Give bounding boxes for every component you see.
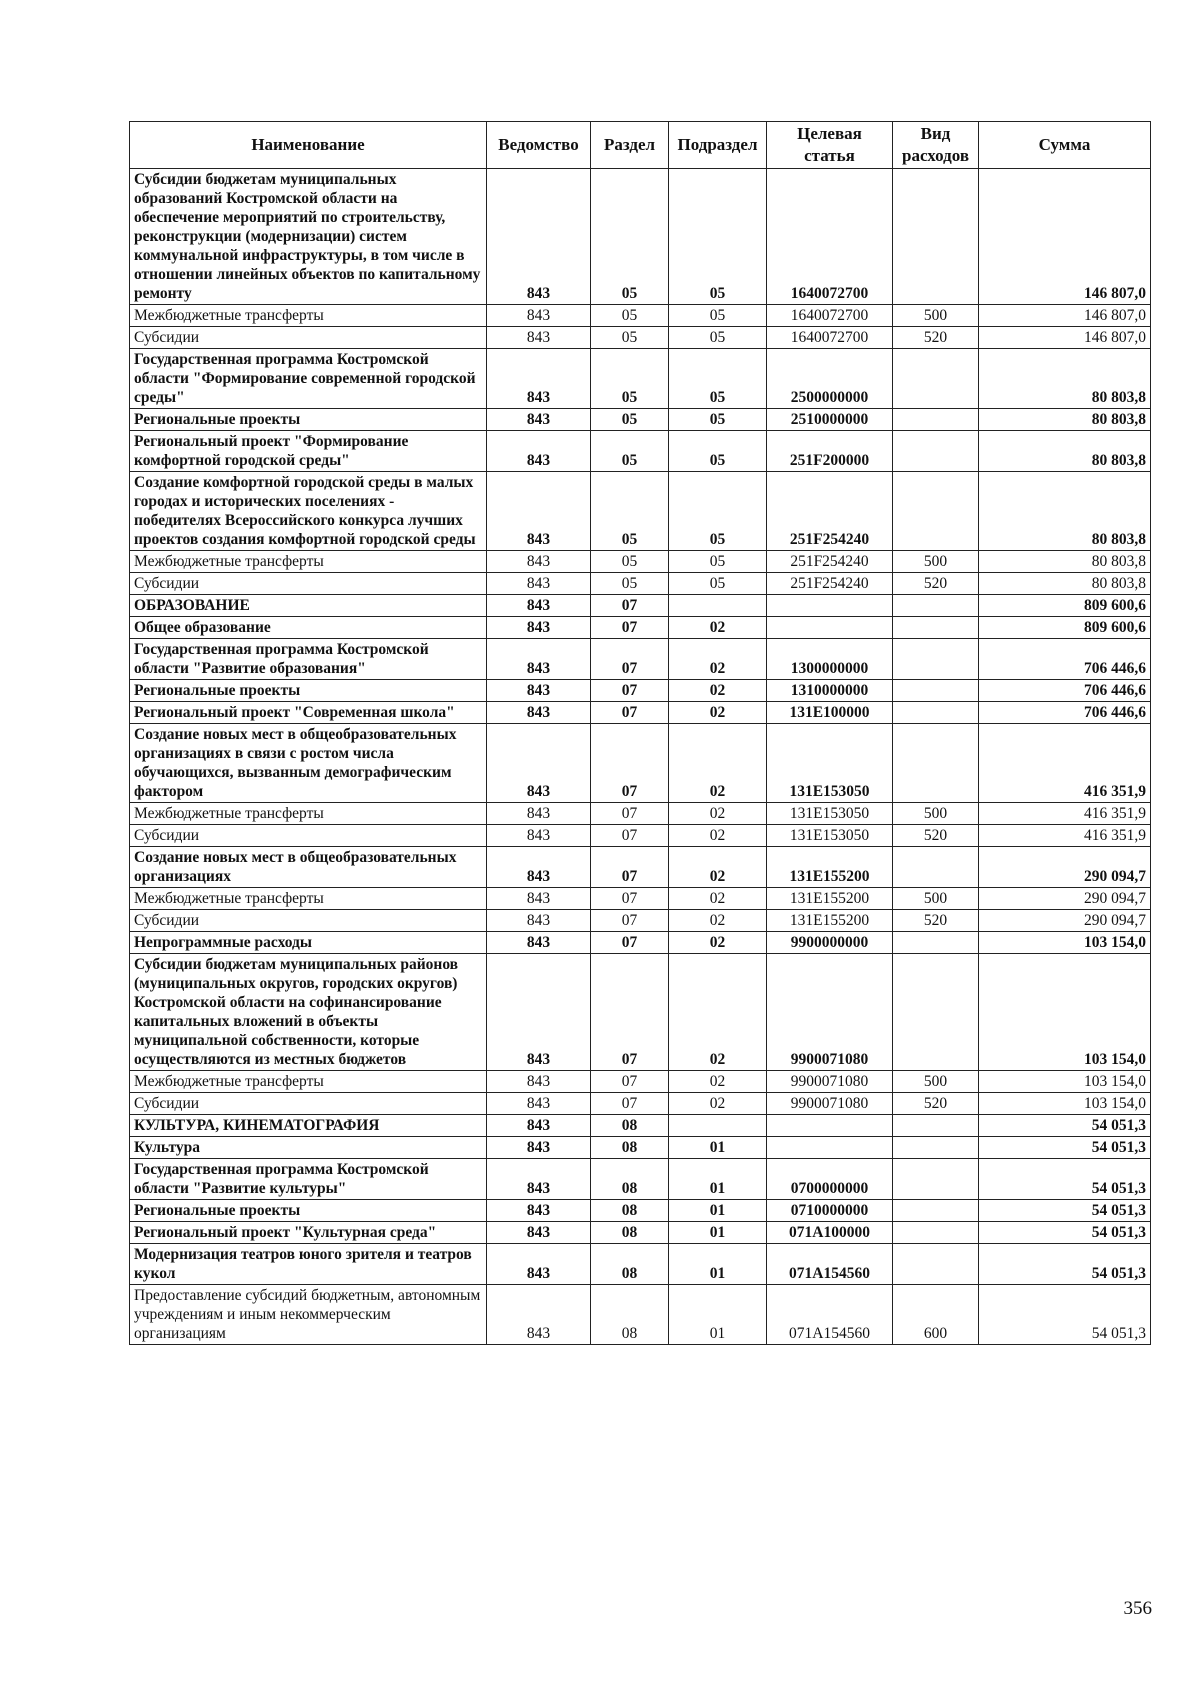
cell-summa: 146 807,0: [979, 327, 1151, 349]
table-row: [130, 803, 1151, 825]
cell-razdel: 05: [591, 349, 669, 409]
table-row: [130, 888, 1151, 910]
cell-name: Модернизация театров юного зрителя и театров кукол: [130, 1244, 487, 1285]
cell-name: Региональный проект "Культурная среда": [130, 1222, 487, 1244]
cell-vid-rashodov: 500: [893, 305, 979, 327]
cell-podrazdel: 05: [669, 431, 767, 472]
cell-podrazdel: 05: [669, 169, 767, 305]
cell-razdel: 07: [591, 595, 669, 617]
cell-celevaya-statya: 9900071080: [767, 1071, 893, 1093]
cell-podrazdel: 02: [669, 932, 767, 954]
cell-name: Государственная программа Костромской области "Формирование современной городской среды": [130, 349, 487, 409]
cell-summa: 80 803,8: [979, 573, 1151, 595]
cell-summa: 706 446,6: [979, 680, 1151, 702]
cell-celevaya-statya: 1300000000: [767, 639, 893, 680]
cell-vid-rashodov: [893, 1115, 979, 1137]
cell-vid-rashodov: 520: [893, 910, 979, 932]
cell-podrazdel: 05: [669, 305, 767, 327]
cell-vedomstvo: 843: [487, 327, 591, 349]
cell-vid-rashodov: 500: [893, 1071, 979, 1093]
cell-vid-rashodov: [893, 1222, 979, 1244]
cell-vedomstvo: 843: [487, 680, 591, 702]
cell-vedomstvo: 843: [487, 551, 591, 573]
table-row: [130, 1244, 1151, 1285]
budget-table: [129, 121, 1151, 1345]
cell-podrazdel: 05: [669, 327, 767, 349]
cell-name: Создание новых мест в общеобразовательных организациях: [130, 847, 487, 888]
page-number: 356: [1123, 1598, 1152, 1619]
cell-vedomstvo: 843: [487, 639, 591, 680]
table-row: [130, 327, 1151, 349]
cell-vid-rashodov: [893, 1200, 979, 1222]
cell-vid-rashodov: [893, 932, 979, 954]
cell-podrazdel: 05: [669, 349, 767, 409]
cell-name: Субсидии: [130, 910, 487, 932]
cell-podrazdel: 02: [669, 1071, 767, 1093]
table-row: [130, 1222, 1151, 1244]
cell-celevaya-statya: 1640072700: [767, 327, 893, 349]
cell-vedomstvo: 843: [487, 1159, 591, 1200]
cell-vedomstvo: 843: [487, 617, 591, 639]
cell-summa: 54 051,3: [979, 1115, 1151, 1137]
table-row: [130, 472, 1151, 551]
cell-vedomstvo: 843: [487, 954, 591, 1071]
table-row: [130, 1137, 1151, 1159]
cell-celevaya-statya: 0700000000: [767, 1159, 893, 1200]
cell-vedomstvo: 843: [487, 349, 591, 409]
cell-vedomstvo: 843: [487, 1200, 591, 1222]
cell-vid-rashodov: 520: [893, 327, 979, 349]
cell-summa: 80 803,8: [979, 551, 1151, 573]
table-row: [130, 825, 1151, 847]
cell-name: Региональный проект "Формирование комфортной городской среды": [130, 431, 487, 472]
cell-celevaya-statya: 1640072700: [767, 169, 893, 305]
cell-summa: 54 051,3: [979, 1285, 1151, 1345]
cell-razdel: 08: [591, 1159, 669, 1200]
cell-vid-rashodov: 500: [893, 888, 979, 910]
cell-celevaya-statya: 251F254240: [767, 472, 893, 551]
cell-name: Государственная программа Костромской области "Развитие образования": [130, 639, 487, 680]
cell-podrazdel: 01: [669, 1244, 767, 1285]
cell-vedomstvo: 843: [487, 1222, 591, 1244]
cell-celevaya-statya: 9900000000: [767, 932, 893, 954]
cell-razdel: 05: [591, 573, 669, 595]
cell-summa: 103 154,0: [979, 954, 1151, 1071]
cell-razdel: 07: [591, 1071, 669, 1093]
cell-summa: 80 803,8: [979, 409, 1151, 431]
table-row: [130, 932, 1151, 954]
table-row: [130, 349, 1151, 409]
cell-summa: 416 351,9: [979, 724, 1151, 803]
cell-vedomstvo: 843: [487, 1093, 591, 1115]
cell-vedomstvo: 843: [487, 169, 591, 305]
cell-name: Межбюджетные трансферты: [130, 1071, 487, 1093]
cell-vedomstvo: 843: [487, 847, 591, 888]
cell-podrazdel: 01: [669, 1159, 767, 1200]
cell-podrazdel: [669, 595, 767, 617]
cell-name: Субсидии: [130, 825, 487, 847]
cell-name: Региональные проекты: [130, 409, 487, 431]
cell-summa: 290 094,7: [979, 910, 1151, 932]
cell-podrazdel: 02: [669, 702, 767, 724]
cell-vid-rashodov: 500: [893, 803, 979, 825]
cell-razdel: 07: [591, 910, 669, 932]
cell-celevaya-statya: 131E155200: [767, 888, 893, 910]
cell-summa: 706 446,6: [979, 702, 1151, 724]
cell-vid-rashodov: [893, 724, 979, 803]
cell-name: Субсидии бюджетам муниципальных образований Костромской области на обеспечение мероприятий по строительству, реконструкции (модернизации) систем коммунальной инфраструктуры, в том числе в отношении линейных объектов по капитальному ремонту: [130, 169, 487, 305]
cell-razdel: 05: [591, 169, 669, 305]
cell-podrazdel: 05: [669, 573, 767, 595]
cell-vedomstvo: 843: [487, 1115, 591, 1137]
table-row: [130, 1093, 1151, 1115]
cell-vid-rashodov: 600: [893, 1285, 979, 1345]
cell-podrazdel: 02: [669, 803, 767, 825]
cell-razdel: 08: [591, 1244, 669, 1285]
cell-vid-rashodov: [893, 1137, 979, 1159]
cell-razdel: 07: [591, 702, 669, 724]
cell-vedomstvo: 843: [487, 472, 591, 551]
cell-summa: 54 051,3: [979, 1137, 1151, 1159]
cell-podrazdel: 02: [669, 617, 767, 639]
cell-summa: 54 051,3: [979, 1222, 1151, 1244]
cell-vid-rashodov: 500: [893, 551, 979, 573]
cell-celevaya-statya: [767, 1137, 893, 1159]
table-row: [130, 1071, 1151, 1093]
cell-celevaya-statya: 071A154560: [767, 1285, 893, 1345]
cell-podrazdel: 05: [669, 472, 767, 551]
table-row: [130, 409, 1151, 431]
cell-celevaya-statya: 2510000000: [767, 409, 893, 431]
cell-vid-rashodov: 520: [893, 1093, 979, 1115]
table-row: [130, 1285, 1151, 1345]
cell-vedomstvo: 843: [487, 1285, 591, 1345]
cell-vedomstvo: 843: [487, 803, 591, 825]
cell-vid-rashodov: 520: [893, 573, 979, 595]
cell-vid-rashodov: [893, 954, 979, 1071]
cell-celevaya-statya: 131E153050: [767, 803, 893, 825]
cell-podrazdel: 02: [669, 639, 767, 680]
cell-vid-rashodov: [893, 472, 979, 551]
cell-summa: 103 154,0: [979, 932, 1151, 954]
cell-vedomstvo: 843: [487, 1137, 591, 1159]
table-row: [130, 169, 1151, 305]
cell-razdel: 05: [591, 327, 669, 349]
cell-vid-rashodov: [893, 409, 979, 431]
cell-vid-rashodov: [893, 349, 979, 409]
cell-name: Межбюджетные трансферты: [130, 551, 487, 573]
cell-summa: 54 051,3: [979, 1159, 1151, 1200]
cell-summa: 80 803,8: [979, 349, 1151, 409]
cell-podrazdel: 01: [669, 1137, 767, 1159]
cell-celevaya-statya: [767, 595, 893, 617]
cell-name: Государственная программа Костромской области "Развитие культуры": [130, 1159, 487, 1200]
cell-razdel: 07: [591, 932, 669, 954]
cell-podrazdel: 01: [669, 1285, 767, 1345]
cell-summa: 809 600,6: [979, 617, 1151, 639]
cell-name: Субсидии: [130, 573, 487, 595]
cell-name: Региональный проект "Современная школа": [130, 702, 487, 724]
cell-podrazdel: 02: [669, 888, 767, 910]
cell-summa: 706 446,6: [979, 639, 1151, 680]
cell-summa: 103 154,0: [979, 1071, 1151, 1093]
cell-vid-rashodov: [893, 847, 979, 888]
cell-name: Субсидии: [130, 1093, 487, 1115]
cell-razdel: 05: [591, 551, 669, 573]
cell-celevaya-statya: 071A154560: [767, 1244, 893, 1285]
cell-razdel: 07: [591, 803, 669, 825]
cell-celevaya-statya: 251F200000: [767, 431, 893, 472]
cell-podrazdel: 01: [669, 1222, 767, 1244]
cell-podrazdel: 02: [669, 680, 767, 702]
header-summa: Сумма: [979, 122, 1151, 169]
cell-celevaya-statya: 131E153050: [767, 724, 893, 803]
table-header-row: [130, 122, 1151, 169]
cell-razdel: 08: [591, 1137, 669, 1159]
table-row: [130, 431, 1151, 472]
cell-celevaya-statya: [767, 617, 893, 639]
cell-summa: 54 051,3: [979, 1244, 1151, 1285]
cell-vedomstvo: 843: [487, 910, 591, 932]
cell-vid-rashodov: 520: [893, 825, 979, 847]
cell-summa: 54 051,3: [979, 1200, 1151, 1222]
cell-vid-rashodov: [893, 1244, 979, 1285]
cell-name: Субсидии бюджетам муниципальных районов (муниципальных округов, городских округов) Костромской области на софинансирование капитальных вложений в объекты муниципальной собственности, которые осуществляются из местных бюджетов: [130, 954, 487, 1071]
cell-name: Непрограммные расходы: [130, 932, 487, 954]
cell-celevaya-statya: 9900071080: [767, 1093, 893, 1115]
cell-vid-rashodov: [893, 595, 979, 617]
cell-name: ОБРАЗОВАНИЕ: [130, 595, 487, 617]
cell-podrazdel: 02: [669, 724, 767, 803]
cell-vedomstvo: 843: [487, 825, 591, 847]
cell-podrazdel: 02: [669, 847, 767, 888]
cell-razdel: 05: [591, 305, 669, 327]
cell-podrazdel: 02: [669, 954, 767, 1071]
cell-summa: 416 351,9: [979, 803, 1151, 825]
header-celevaya-statya: Целевая статья: [767, 122, 893, 169]
cell-celevaya-statya: 1310000000: [767, 680, 893, 702]
cell-razdel: 05: [591, 431, 669, 472]
header-razdel: Раздел: [591, 122, 669, 169]
cell-celevaya-statya: 131E100000: [767, 702, 893, 724]
table-row: [130, 551, 1151, 573]
cell-celevaya-statya: 1640072700: [767, 305, 893, 327]
cell-name: Региональные проекты: [130, 680, 487, 702]
table-row: [130, 724, 1151, 803]
cell-podrazdel: 01: [669, 1200, 767, 1222]
cell-summa: 416 351,9: [979, 825, 1151, 847]
cell-podrazdel: 05: [669, 409, 767, 431]
cell-vedomstvo: 843: [487, 573, 591, 595]
cell-razdel: 08: [591, 1115, 669, 1137]
cell-celevaya-statya: 131E153050: [767, 825, 893, 847]
cell-celevaya-statya: 251F254240: [767, 573, 893, 595]
table-body: [130, 169, 1151, 1345]
cell-celevaya-statya: 131E155200: [767, 847, 893, 888]
header-vid-rashodov: Вид расходов: [893, 122, 979, 169]
table-row: [130, 305, 1151, 327]
cell-celevaya-statya: 071A100000: [767, 1222, 893, 1244]
cell-summa: 80 803,8: [979, 472, 1151, 551]
cell-razdel: 08: [591, 1200, 669, 1222]
table-row: [130, 702, 1151, 724]
cell-vid-rashodov: [893, 431, 979, 472]
table-row: [130, 1159, 1151, 1200]
cell-name: Межбюджетные трансферты: [130, 803, 487, 825]
cell-razdel: 08: [591, 1222, 669, 1244]
cell-vedomstvo: 843: [487, 702, 591, 724]
cell-razdel: 07: [591, 680, 669, 702]
cell-name: Межбюджетные трансферты: [130, 305, 487, 327]
table-row: [130, 680, 1151, 702]
cell-podrazdel: 05: [669, 551, 767, 573]
cell-celevaya-statya: [767, 1115, 893, 1137]
cell-celevaya-statya: 251F254240: [767, 551, 893, 573]
cell-vid-rashodov: [893, 617, 979, 639]
table-row: [130, 847, 1151, 888]
cell-vedomstvo: 843: [487, 888, 591, 910]
table-row: [130, 595, 1151, 617]
cell-celevaya-statya: 0710000000: [767, 1200, 893, 1222]
cell-summa: 290 094,7: [979, 888, 1151, 910]
cell-razdel: 08: [591, 1285, 669, 1345]
cell-podrazdel: 02: [669, 1093, 767, 1115]
cell-vid-rashodov: [893, 1159, 979, 1200]
cell-summa: 809 600,6: [979, 595, 1151, 617]
cell-celevaya-statya: 9900071080: [767, 954, 893, 1071]
cell-name: КУЛЬТУРА, КИНЕМАТОГРАФИЯ: [130, 1115, 487, 1137]
budget-document: [129, 121, 1150, 1345]
cell-name: Культура: [130, 1137, 487, 1159]
table-row: [130, 573, 1151, 595]
cell-summa: 146 807,0: [979, 169, 1151, 305]
cell-vid-rashodov: [893, 169, 979, 305]
cell-name: Создание новых мест в общеобразовательных организациях в связи с ростом числа обучающихся, вызванным демографическим фактором: [130, 724, 487, 803]
table-row: [130, 639, 1151, 680]
table-row: [130, 910, 1151, 932]
table-row: [130, 954, 1151, 1071]
cell-vedomstvo: 843: [487, 1071, 591, 1093]
cell-razdel: 07: [591, 1093, 669, 1115]
header-name: Наименование: [130, 122, 487, 169]
cell-summa: 103 154,0: [979, 1093, 1151, 1115]
cell-vid-rashodov: [893, 702, 979, 724]
cell-razdel: 07: [591, 954, 669, 1071]
cell-celevaya-statya: 131E155200: [767, 910, 893, 932]
cell-vedomstvo: 843: [487, 431, 591, 472]
cell-celevaya-statya: 2500000000: [767, 349, 893, 409]
cell-vedomstvo: 843: [487, 409, 591, 431]
cell-vid-rashodov: [893, 680, 979, 702]
cell-razdel: 07: [591, 888, 669, 910]
cell-name: Создание комфортной городской среды в малых городах и исторических поселениях - победителях Всероссийского конкурса лучших проектов создания комфортной городской среды: [130, 472, 487, 551]
table-row: [130, 1115, 1151, 1137]
cell-vedomstvo: 843: [487, 595, 591, 617]
table-row: [130, 1200, 1151, 1222]
cell-name: Субсидии: [130, 327, 487, 349]
cell-vedomstvo: 843: [487, 305, 591, 327]
table-row: [130, 617, 1151, 639]
cell-vedomstvo: 843: [487, 1244, 591, 1285]
cell-name: Межбюджетные трансферты: [130, 888, 487, 910]
cell-razdel: 07: [591, 847, 669, 888]
cell-summa: 146 807,0: [979, 305, 1151, 327]
cell-podrazdel: [669, 1115, 767, 1137]
cell-razdel: 07: [591, 639, 669, 680]
cell-razdel: 07: [591, 617, 669, 639]
header-vedomstvo: Ведомство: [487, 122, 591, 169]
cell-name: Региональные проекты: [130, 1200, 487, 1222]
cell-razdel: 07: [591, 825, 669, 847]
cell-summa: 290 094,7: [979, 847, 1151, 888]
cell-vid-rashodov: [893, 639, 979, 680]
cell-podrazdel: 02: [669, 910, 767, 932]
cell-razdel: 05: [591, 409, 669, 431]
cell-razdel: 07: [591, 724, 669, 803]
header-podrazdel: Подраздел: [669, 122, 767, 169]
cell-razdel: 05: [591, 472, 669, 551]
cell-name: Предоставление субсидий бюджетным, автономным учреждениям и иным некоммерческим организациям: [130, 1285, 487, 1345]
cell-name: Общее образование: [130, 617, 487, 639]
cell-vedomstvo: 843: [487, 724, 591, 803]
cell-summa: 80 803,8: [979, 431, 1151, 472]
cell-podrazdel: 02: [669, 825, 767, 847]
cell-vedomstvo: 843: [487, 932, 591, 954]
